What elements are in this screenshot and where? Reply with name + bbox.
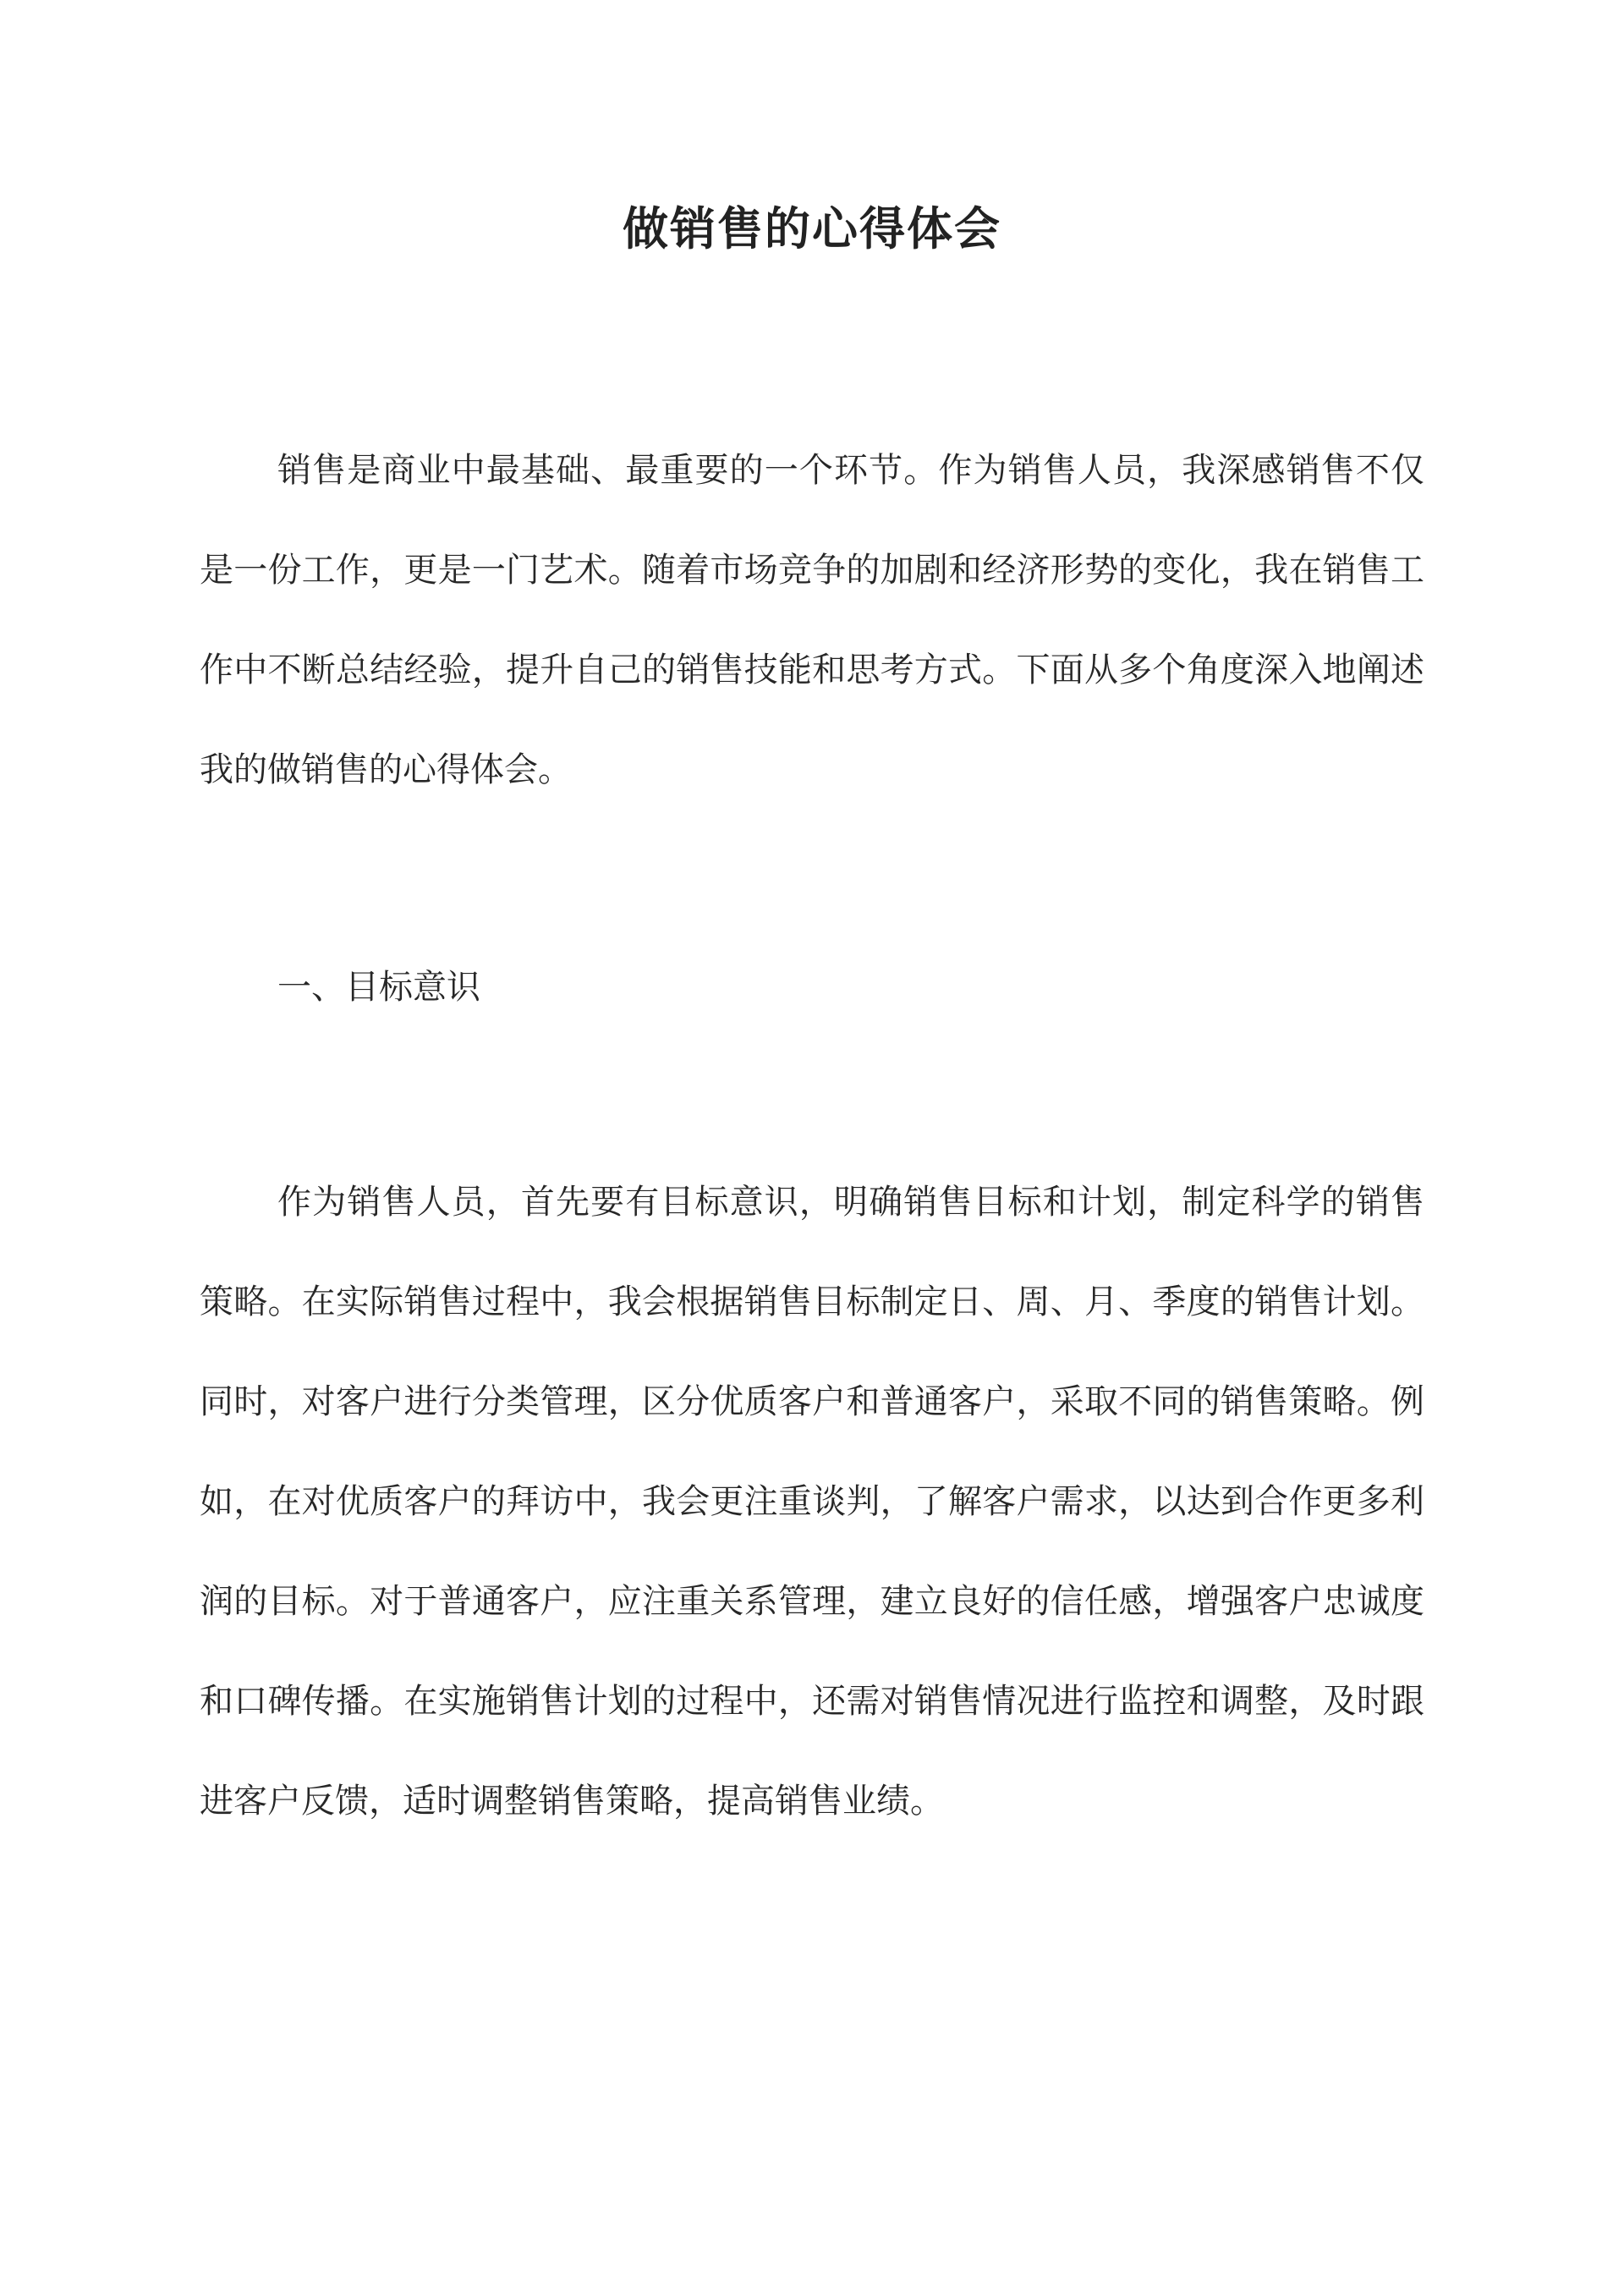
document-title: 做销售的心得体会 [623,201,1001,255]
intro-paragraph: 销售是商业中最基础、最重要的一个环节。作为销售人员，我深感销售不仅是一份工作，更是一门艺术。随着市场竞争的加剧和经济形势的变化，我在销售工作中不断总结经验，提升自己的销售技能和思考方式。下面从多个角度深入地阐述我的做销售的心得体会。 [200,451,1424,789]
section-heading-goal-awareness: 一、目标意识 [277,968,480,1007]
goal-awareness-paragraph: 作为销售人员，首先要有目标意识，明确销售目标和计划，制定科学的销售策略。在实际销售过程中，我会根据销售目标制定日、周、月、季度的销售计划。同时，对客户进行分类管理，区分优质客户和普通客户，采取不同的销售策略。例如，在对优质客户的拜访中，我会更注重谈判，了解客户需求，以达到合作更多利润的目标。对于普通客户，应注重关系管理，建立良好的信任感，增强客户忠诚度和口碑传播。在实施销售计划的过程中，还需对销售情况进行监控和调整，及时跟进客户反馈，适时调整销售策略，提高销售业绩。 [200,1183,1424,1821]
